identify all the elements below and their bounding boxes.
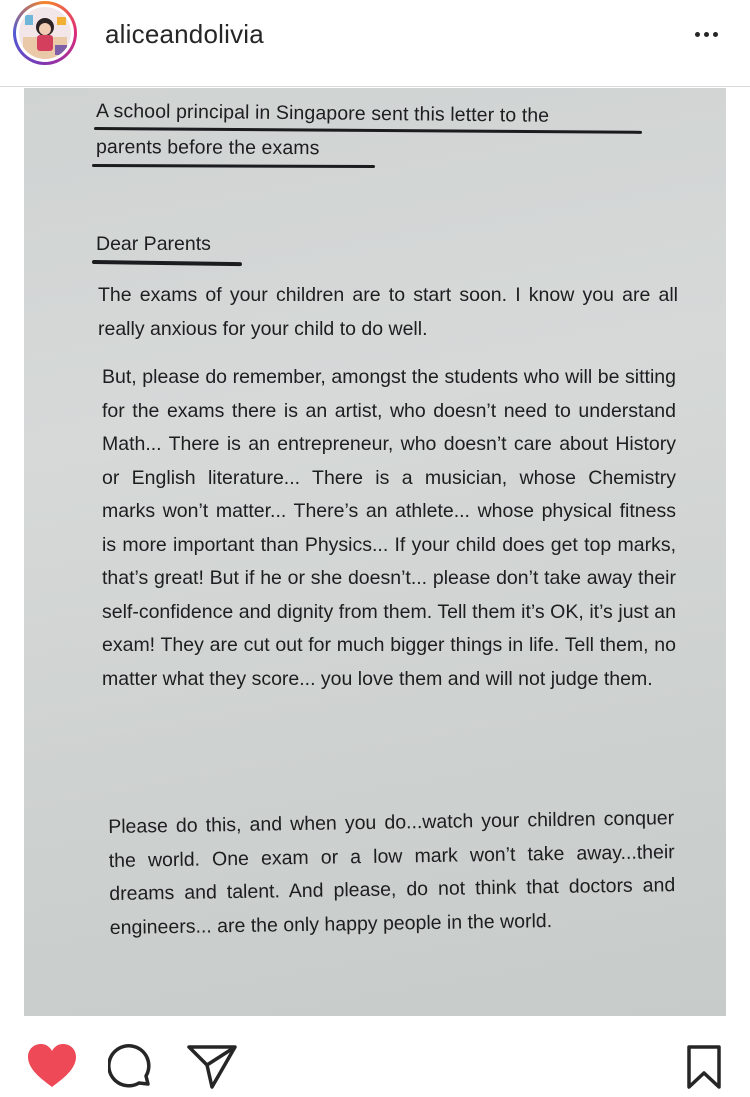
letter-document <box>24 88 726 1016</box>
header-divider <box>0 86 750 87</box>
letter-paragraph-3: Please do this, and when you do...watch your children conquer the world. One exam or a low mark won’t take away...their dreams and talent. And please, do not think that doctors and engineers... are the only happy people in the world. <box>108 807 676 939</box>
share-icon[interactable] <box>186 1044 238 1090</box>
letter-paragraph-2: But, please do remember, amongst the students who will be sitting for the exams there is an artist, who doesn’t need to understand Math... There is an entrepreneur, who doesn’t care about History or English literature... There is a musician, whose Chemistry marks won’t matter... There’s an athlete... whose physical fitness is more important than Physics... If your child does get top marks, that’s great! But if he or she doesn’t... please don’t take away their self-confidence and dignity from them. Tell them it’s OK, it’s just an exam! They are cut out for much bigger things in life. Tell them, no matter what they score... you love them and will not judge them. <box>102 366 676 690</box>
more-options-icon[interactable] <box>689 20 723 48</box>
letter-title-line-2: parents before the exams <box>95 136 320 160</box>
post-photo[interactable] <box>24 88 726 1016</box>
title-underline <box>92 164 375 168</box>
letter-salutation: Dear Parents <box>96 233 211 255</box>
letter-title-line-1: A school principal in Singapore sent this letter to the <box>95 100 550 127</box>
username[interactable]: aliceandolivia <box>105 19 264 49</box>
avatar-image <box>19 7 71 59</box>
title-underline <box>94 127 642 134</box>
avatar[interactable] <box>13 1 77 65</box>
comment-icon[interactable] <box>108 1044 156 1092</box>
post-action-bar <box>0 1016 750 1096</box>
heart-icon[interactable] <box>26 1043 78 1089</box>
salutation-underline <box>92 260 242 266</box>
bookmark-icon[interactable] <box>686 1044 722 1090</box>
post-header <box>0 0 750 68</box>
letter-paragraph-1: The exams of your children are to start soon. I know you are all really anxious for your child to do well. <box>98 284 678 340</box>
